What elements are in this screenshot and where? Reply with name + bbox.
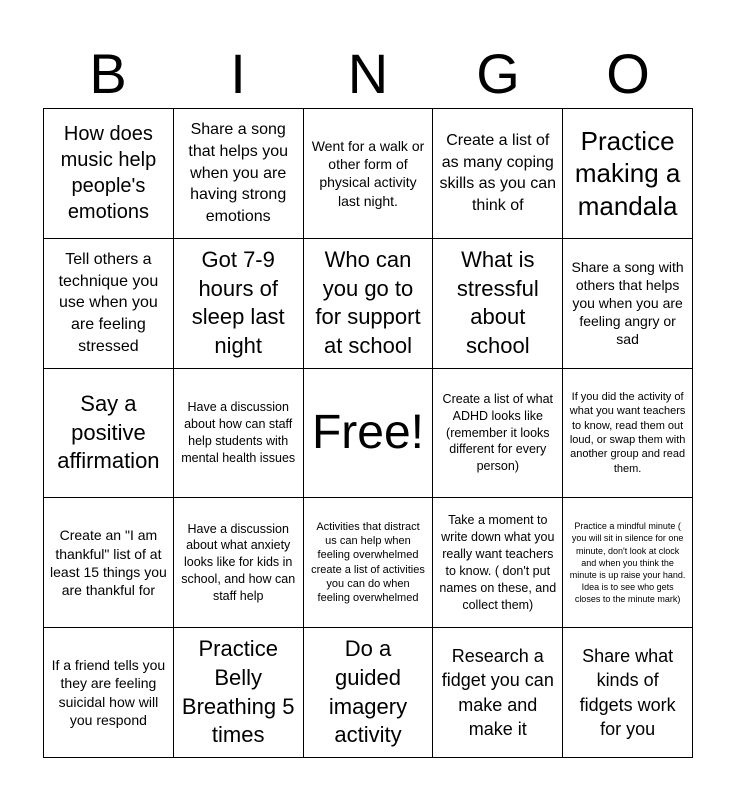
bingo-cell: [174, 239, 304, 369]
header-letter-n: N: [347, 42, 389, 105]
bingo-cell: [433, 628, 563, 758]
cell-text: Create an "I am thankful" list of at least 15 things you are thankful for: [50, 527, 167, 598]
cell-text: If a friend tells you they are feeling suicidal how will you respond: [51, 657, 166, 728]
cell-text: Practice a mindful minute ( you will sit in silence for one minute, don't look at clock and when you think the minute is up raise your hand. Idea is to see who gets closes to the minute mark): [569, 521, 686, 605]
cell-text: How does music help people's emotions: [60, 123, 157, 224]
bingo-cell: [304, 109, 434, 239]
cell-text: Who can you go to for support at school: [315, 247, 421, 358]
cell-text: Share what kinds of fidgets work for you: [579, 646, 676, 739]
bingo-cell: [563, 498, 693, 628]
bingo-cell: [433, 498, 563, 628]
bingo-cell: [44, 498, 174, 628]
cell-text: Do a guided imagery activity: [328, 636, 408, 748]
bingo-cell: [44, 239, 174, 369]
bingo-cell: [563, 369, 693, 499]
cell-text: What is stressful about school: [456, 247, 539, 358]
bingo-cell: [563, 239, 693, 369]
header-letter-i: I: [230, 42, 246, 105]
bingo-cell: [174, 498, 304, 628]
cell-text: Take a moment to write down what you really want teachers to know. ( don't put names on these, and collect them): [439, 513, 557, 612]
cell-text: Create a list of as many coping skills as you can think of: [439, 132, 557, 214]
cell-text: Research a fidget you can make and make it: [441, 646, 554, 739]
bingo-cell: [174, 369, 304, 499]
bingo-cell: [304, 498, 434, 628]
bingo-cell: [563, 628, 693, 758]
bingo-cell: [304, 239, 434, 369]
cell-text: Have a discussion about how can staff help students with mental health issues: [181, 400, 296, 465]
bingo-board: [43, 108, 693, 758]
bingo-cell: [174, 628, 304, 758]
header-letter-b: B: [89, 42, 127, 105]
cell-text: Tell others a technique you use when you are feeling stressed: [58, 251, 159, 355]
cell-text: If you did the activity of what you want teachers to know, read them out loud, or swap them with another group and read them.: [569, 391, 686, 475]
bingo-cell: [433, 369, 563, 499]
cell-text: Create a list of what ADHD looks like (remember it looks different for every person): [442, 391, 554, 474]
bingo-header: [43, 40, 693, 108]
bingo-cell: [44, 369, 174, 499]
bingo-cell: [304, 628, 434, 758]
free-space: [304, 369, 434, 499]
cell-text: Have a discussion about what anxiety looks like for kids in school, and how can staff help: [181, 521, 296, 604]
bingo-cell: [44, 109, 174, 239]
bingo-cell: [433, 109, 563, 239]
cell-text: Got 7-9 hours of sleep last night: [191, 247, 285, 358]
cell-text: Went for a walk or other form of physical activity last night.: [311, 138, 425, 209]
bingo-cell: [563, 109, 693, 239]
free-space-text: Free!: [311, 405, 424, 459]
header-letter-g: G: [476, 42, 520, 105]
cell-text: Say a positive affirmation: [57, 391, 160, 474]
cell-text: Activities that distract us can help when feeling overwhelmed create a list of activities you can do when feeling overwhelmed: [311, 520, 425, 605]
cell-text: Practice Belly Breathing 5 times: [181, 636, 295, 748]
header-letter-o: O: [606, 42, 650, 105]
cell-text: Share a song that helps you when you are having strong emotions: [188, 121, 288, 225]
cell-text: Share a song with others that helps you when you are feeling angry or sad: [571, 258, 684, 348]
cell-text: Practice making a mandala: [574, 125, 681, 221]
bingo-cell: [433, 239, 563, 369]
bingo-cell: [44, 628, 174, 758]
bingo-cell: [174, 109, 304, 239]
